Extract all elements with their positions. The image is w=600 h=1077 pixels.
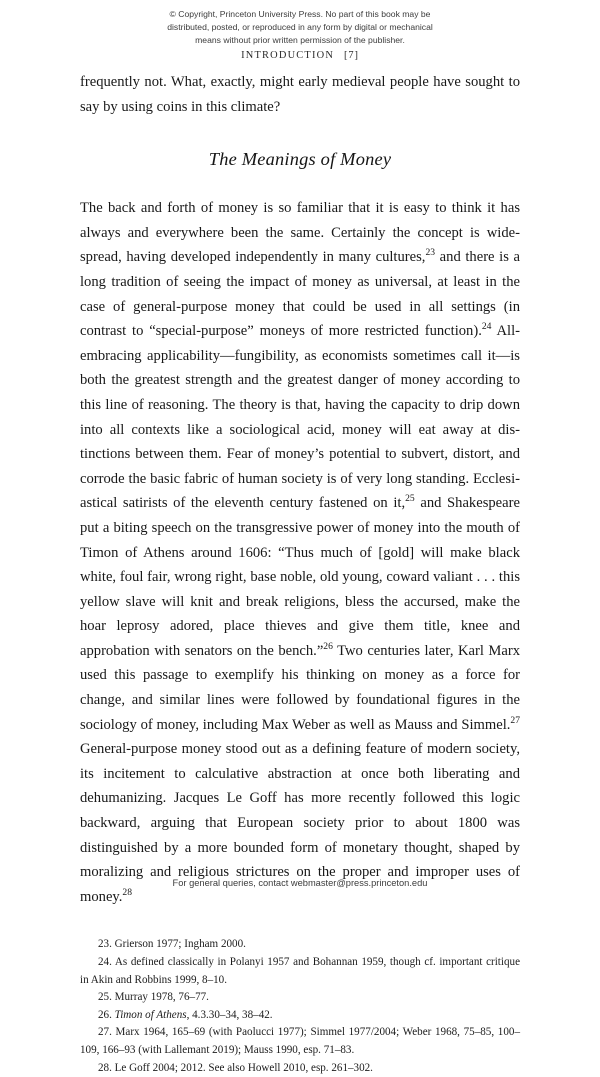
paragraph-segment-5: Two centuries later, Karl Marx used this passage to exemplify his thinking on money as a force for change, and similar lines were followed by foundational figures in the sociology of money, including Max Weber as well as Mauss and Simmel.: [80, 642, 520, 733]
footnote-text: , 4.3.30–34, 38–42.: [186, 1008, 273, 1021]
footnote-item: [80, 989, 520, 1007]
footnote-text: Marx 1964, 165–69 (with Paolucci 1977); Simmel 1977/2004; Weber 1968, 75–85, 100–109, 166–93 (with Lallemant 2019); Mauss 1990, esp. 71–83.: [80, 1026, 520, 1056]
main-paragraph: [80, 196, 520, 909]
footnote-number: 27.: [98, 1026, 112, 1039]
footnote-marker-28[interactable]: 28: [122, 886, 133, 898]
copyright-line-1: © Copyright, Princeton University Press. No part of this book may be: [169, 9, 431, 19]
copyright-line-2: distributed, posted, or reproduced in any form by digital or mechanical: [167, 22, 433, 33]
footnote-item: [80, 954, 520, 989]
footnote-number: 23.: [98, 938, 112, 951]
footnote-marker-23[interactable]: 23: [425, 247, 436, 259]
continued-paragraph: frequently not. What, exactly, might early medieval people have sought to say by using coins in this climate?: [80, 74, 520, 115]
footnote-marker-26[interactable]: 26: [323, 641, 333, 653]
footnote-number: 26.: [98, 1008, 112, 1021]
footnote-italic-title: Timon of Athens: [114, 1008, 187, 1021]
paragraph-segment-2: and there is a long tradition of seeing the impact of money as universal, at least in the case of general-purpose money that could be used in all settings (in contrast to “special-purpose” moneys of more restricted function).: [80, 249, 520, 340]
footnote-text: Murray 1978, 76–77.: [111, 991, 209, 1004]
footnote-marker-25[interactable]: 25: [405, 493, 415, 505]
page-footer: For general queries, contact webmaster@press.princeton.edu: [172, 878, 428, 888]
copyright-notice: [0, 8, 600, 48]
footnote-text: Le Goff 2004; 2012. See also Howell 2010, esp. 261–302.: [111, 1061, 373, 1074]
footnote-item: [80, 1060, 520, 1077]
paragraph-segment-4: and Shakespeare put a biting speech on the transgressive power of money into the mouth of Timon of Athens around 1606: “Thus much of [gold] will make black white, foul fair, wrong right, base noble, old young, coward valiant . . . this yellow slave will knit and break religions, bless the accursed, make the hoar leprosy adored, place thieves and give them title, knee and approbation with senators on the bench.”: [80, 495, 520, 659]
footnotes-section: [80, 936, 520, 1077]
section-heading: The Meanings of Money: [208, 149, 392, 170]
running-head: [0, 50, 600, 61]
footnote-text: As defined classically in Polanyi 1957 and Bohannan 1959, though cf. important critique in Akin and Robbins 1999, 8–10.: [80, 956, 520, 986]
footnote-item: [80, 936, 520, 954]
paragraph-segment-3: All-embracing applicability—fungibility, as economists sometimes call it—is both the greatest strength and the greatest danger of money according to this line of reasoning. The theory is that, having the capacity to drip down into all contexts like a sociological acid, money will eat away at distinctions between them. Fear of money’s potential to subvert, distort, and corrode the basic fabric of human society is of very long standing. Ecclesiastical satirists of the eleventh century fastened on it,: [80, 323, 520, 512]
footnote-text: Grierson 1977; Ingham 2000.: [111, 938, 246, 951]
text-column: [80, 70, 520, 1077]
footnote-number: 24.: [98, 956, 112, 968]
copyright-line-3: means without prior written permission of the publisher.: [195, 35, 405, 46]
footnote-number: 25.: [98, 991, 112, 1004]
running-head-title: INTRODUCTION: [241, 50, 335, 61]
paragraph-segment-1: The back and forth of money is so familiar that it is easy to think it has always and everywhere been the same. Certainly the concept is widespread, having developed independently in many cultures,: [80, 200, 520, 266]
footnote-marker-27[interactable]: 27: [510, 714, 520, 726]
footnote-number: 28.: [98, 1061, 112, 1074]
paragraph-segment-6: General-purpose money stood out as a defining feature of modern society, its incitement to calculative abstraction at once both liberating and dehumanizing. Jacques Le Goff has more recently followed this logic backward, arguing that European society prior to about 1800 was distinguished by a more bounded form of monetary thought, shaped by moralizing and religious strictures on the proper and improper uses of money.: [80, 741, 520, 905]
footnote-marker-24[interactable]: 24: [481, 321, 492, 333]
page-folio: [7]: [344, 50, 359, 61]
footnote-item: [80, 1007, 520, 1025]
footnote-item: [80, 1024, 520, 1059]
